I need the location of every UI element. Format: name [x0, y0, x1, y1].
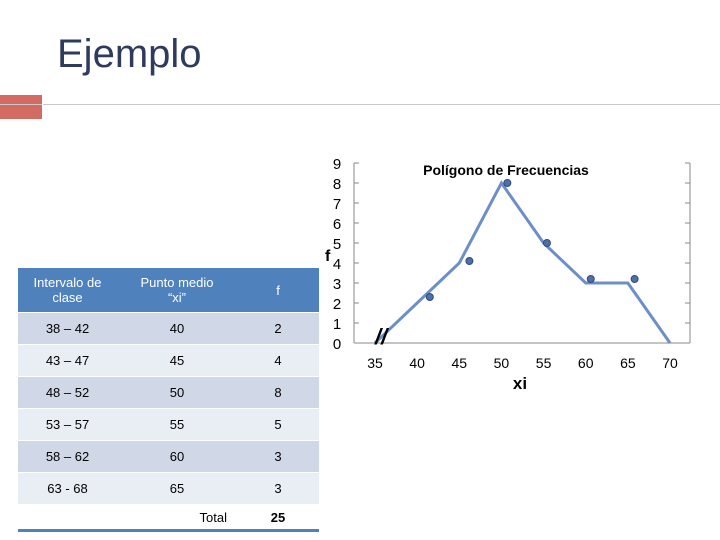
- x-tick-label: 45: [451, 355, 468, 371]
- x-tick-labels: [367, 355, 678, 371]
- table-header-row: [18, 268, 319, 313]
- y-tick-label: 3: [332, 276, 342, 293]
- table-cell: 3: [237, 473, 319, 505]
- y-tick-label: 2: [332, 296, 342, 313]
- table-cell: 55: [117, 409, 237, 441]
- table-row: [18, 345, 319, 377]
- x-tick-label: 50: [493, 355, 510, 371]
- y-tick-label: 1: [332, 316, 342, 333]
- x-tick-label: 40: [409, 355, 425, 371]
- chart-title: Polígono de Frecuencias: [423, 162, 589, 178]
- data-point: [587, 276, 594, 283]
- y-tick-labels: [333, 156, 341, 353]
- table-row: [18, 377, 319, 409]
- y-tick-label: 4: [332, 256, 342, 273]
- data-point: [543, 240, 550, 247]
- data-point: [631, 276, 638, 283]
- header-label: Punto medio “xi”: [140, 275, 214, 305]
- slide-title: Ejemplo: [57, 32, 202, 76]
- frequency-table: [18, 268, 319, 532]
- series-line: [375, 183, 670, 343]
- data-point: [504, 180, 511, 187]
- table-cell: 40: [117, 313, 237, 345]
- table-cell: 65: [117, 473, 237, 505]
- table-cell: 43 – 47: [18, 345, 117, 377]
- x-tick-label: 70: [662, 355, 678, 371]
- table-cell: 4: [237, 345, 319, 377]
- table-row: [18, 441, 319, 473]
- y-tick-label: 5: [332, 236, 342, 253]
- y-tick-label: 0: [332, 336, 342, 353]
- x-tick-label: 60: [577, 355, 594, 371]
- table-cell-empty: [18, 505, 117, 531]
- table-cell: 50: [117, 377, 237, 409]
- title-accent-gap: [42, 95, 43, 119]
- y-axis-label: f: [325, 248, 331, 265]
- table-cell: 3: [237, 441, 319, 473]
- header-punto-medio: [117, 268, 237, 313]
- table-cell: 53 – 57: [18, 409, 117, 441]
- total-label: Total: [117, 505, 237, 531]
- table-cell: 60: [117, 441, 237, 473]
- x-tick-label: 65: [620, 355, 636, 371]
- table-cell: 45: [117, 345, 237, 377]
- x-axis-label: xi: [512, 374, 528, 393]
- total-value: 25: [237, 505, 319, 531]
- y-tick-marks: [354, 163, 690, 343]
- table-row: [18, 313, 319, 345]
- table-cell: 58 – 62: [18, 441, 117, 473]
- header-label: f: [276, 282, 280, 298]
- series-markers: [426, 180, 638, 301]
- title-rule: [43, 104, 720, 105]
- data-point: [466, 258, 473, 265]
- y-tick-label: 7: [332, 196, 342, 213]
- y-tick-label: 9: [332, 156, 342, 173]
- data-point: [426, 294, 433, 301]
- header-f: [237, 268, 319, 313]
- header-label: Intervalo de clase: [33, 275, 102, 305]
- table-total-row: [18, 505, 319, 531]
- x-tick-label: 35: [367, 355, 383, 371]
- title-rule-left: [0, 104, 42, 105]
- table-cell: 48 – 52: [18, 377, 117, 409]
- table-row: [18, 409, 319, 441]
- table-cell: 8: [237, 377, 319, 409]
- header-intervalo: [18, 268, 117, 313]
- y-tick-label: 6: [332, 216, 342, 233]
- table-row: [18, 473, 319, 505]
- title-accent-bar: [0, 95, 42, 119]
- table-cell: 5: [237, 409, 319, 441]
- x-tick-label: 55: [535, 355, 552, 371]
- y-tick-label: 8: [332, 176, 342, 193]
- axis-break-mark: //: [375, 324, 388, 349]
- table-cell: 2: [237, 313, 319, 345]
- table-cell: 38 – 42: [18, 313, 117, 345]
- table-cell: 63 - 68: [18, 473, 117, 505]
